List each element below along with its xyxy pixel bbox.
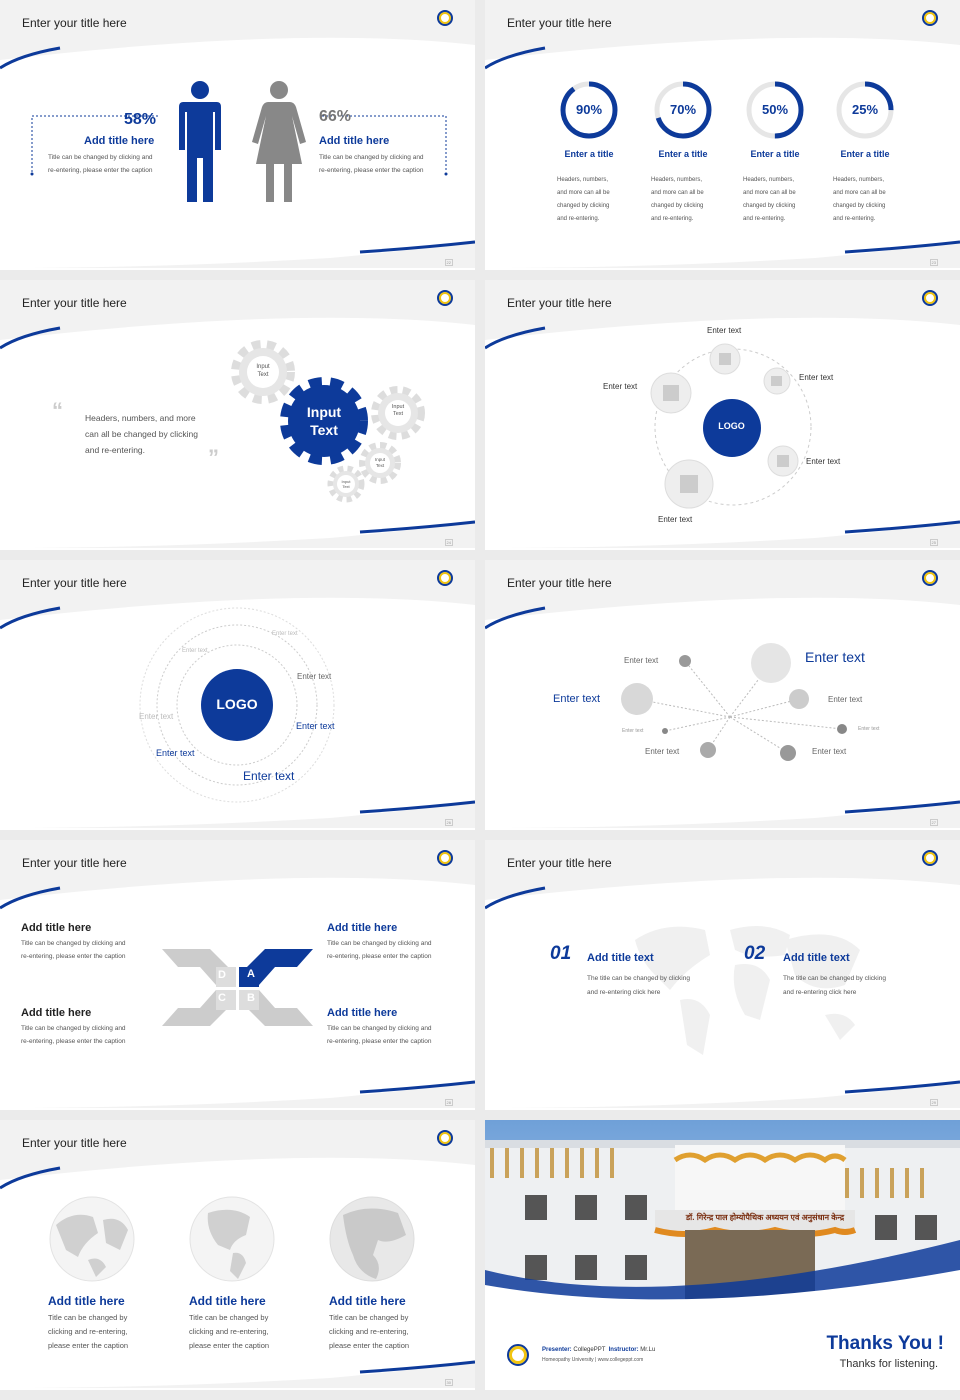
gear-right-label: Input Text (391, 404, 405, 417)
slide-title: Enter your title here (22, 1136, 127, 1150)
slide-30[interactable] (0, 1120, 475, 1390)
progress-desc-4: and re-entering. (651, 216, 694, 222)
presenter-line: Presenter: CollegePPT Instructor: Mr.Lu (542, 1347, 656, 1353)
male-percent: 58% (124, 111, 157, 128)
progress-desc-4: and re-entering. (833, 216, 876, 222)
globe-europe-icon (328, 1195, 416, 1283)
progress-desc-2: and more can all be (833, 190, 886, 196)
slide-29[interactable] (485, 840, 960, 1110)
page-number: 29 (931, 1100, 936, 1105)
item-1-title: Add title text (587, 952, 654, 964)
gear-big-label: Input Text (306, 404, 342, 438)
male-figure-icon (175, 80, 225, 205)
label-big: Enter text (805, 649, 865, 665)
label-bottom: Enter text (658, 515, 693, 524)
open-quote-icon: “ (52, 398, 63, 423)
item-2-number: 02 (744, 943, 766, 964)
right-title: Add title here (319, 135, 390, 147)
node-top-icon (710, 344, 740, 374)
university-seal-icon (922, 850, 938, 866)
globe-item-2: Add title here Title can be changed by clicking and re-entering, please enter the caption (189, 1294, 270, 1350)
label-r1: Enter text (828, 695, 863, 704)
label-rightlow: Enter text (806, 457, 841, 466)
gear-top-label: Input Text (256, 364, 270, 378)
block-bottom-left: Add title here Title can be changed by clicking and re-entering, please enter the caption (21, 1007, 126, 1045)
left-title: Add title here (84, 135, 155, 147)
letter-a: A (247, 968, 255, 980)
university-seal-icon (507, 1344, 529, 1366)
label-br: Enter text (812, 747, 847, 756)
quote-line-1: Headers, numbers, and more (85, 413, 196, 423)
right-caption-2: re-entering, please enter the caption (319, 167, 424, 174)
label-e: Enter text (296, 721, 335, 731)
progress-title: Enter a title (658, 149, 708, 159)
slide-31-thanks[interactable] (485, 1120, 960, 1390)
globe-americas-icon (188, 1195, 276, 1283)
university-seal-icon (437, 290, 453, 306)
progress-percent: 70% (669, 102, 697, 117)
slide-title: Enter your title here (507, 576, 612, 590)
gear-mid-label: Input Text (374, 457, 385, 468)
label-c: Enter text (297, 672, 332, 681)
label-g: Enter text (243, 769, 295, 783)
page-number: 22 (446, 260, 451, 265)
slide-title: Enter your title here (22, 576, 127, 590)
slide-title: Enter your title here (22, 856, 127, 870)
page-number: 24 (446, 540, 451, 545)
label-a: Enter text (272, 631, 298, 637)
globe-item-3: Add title here Title can be changed by clicking and re-entering, please enter the caption (329, 1294, 410, 1350)
page-number: 25 (931, 540, 936, 545)
logo-text: LOGO (718, 421, 745, 431)
item-1-desc: The title can be changed by clicking and re-entering click here (587, 975, 690, 996)
left-caption-2: re-entering, please enter the caption (48, 167, 153, 174)
slide-22[interactable] (0, 0, 475, 270)
globe-item-1: Add title here Title can be changed by clicking and re-entering, please enter the caption (48, 1294, 129, 1350)
label-top: Enter text (707, 326, 742, 335)
bubble-r2 (837, 724, 847, 734)
block-bottom-right: Add title here Title can be changed by clicking and re-entering, please enter the caption (327, 1007, 432, 1045)
label-sl: Enter text (622, 728, 644, 734)
progress-desc-1: Headers, numbers, (651, 177, 703, 183)
bubble-r1 (789, 689, 809, 709)
female-percent: 66% (319, 108, 352, 125)
page-number: 28 (446, 1100, 451, 1105)
progress-title: Enter a title (750, 149, 800, 159)
progress-desc-3: changed by clicking (557, 203, 610, 209)
label-b: Enter text (182, 648, 208, 654)
node-rightlow-icon (768, 446, 798, 476)
progress-desc-2: and more can all be (743, 190, 796, 196)
university-seal-icon (437, 1130, 453, 1146)
page-number: 23 (931, 260, 936, 265)
quote-line-3: and re-entering. (85, 445, 146, 455)
progress-percent: 25% (851, 102, 879, 117)
label-left: Enter text (603, 382, 638, 391)
progress-desc-3: changed by clicking (743, 203, 796, 209)
quote-text (85, 410, 198, 458)
abcd-x-diagram (160, 945, 315, 1030)
letter-d: D (218, 969, 226, 981)
slide-23[interactable] (485, 0, 960, 270)
slide-title: Enter your title here (22, 296, 127, 310)
progress-desc-3: changed by clicking (651, 203, 704, 209)
progress-desc-2: and more can all be (557, 190, 610, 196)
university-seal-icon (922, 570, 938, 586)
progress-desc-4: and re-entering. (743, 216, 786, 222)
label-right: Enter text (799, 373, 834, 382)
progress-percent: 90% (575, 102, 603, 117)
bubble-tl (679, 655, 691, 667)
logo-text: LOGO (216, 696, 258, 712)
slide-26[interactable] (0, 560, 475, 830)
thanks-heading: Thanks You ! (826, 1333, 944, 1354)
left-caption-1: Title can be changed by clicking and (48, 154, 153, 161)
female-figure-icon (250, 80, 308, 205)
item-2-desc: The title can be changed by clicking and re-entering click here (783, 975, 886, 996)
slide-title: Enter your title here (507, 856, 612, 870)
bubble-sl (662, 728, 668, 734)
slide-title: Enter your title here (507, 16, 612, 30)
progress-desc-1: Headers, numbers, (743, 177, 795, 183)
university-seal-icon (437, 570, 453, 586)
globe-world-icon (48, 1195, 136, 1283)
university-seal-icon (437, 850, 453, 866)
node-left-icon (651, 373, 691, 413)
node-right-icon (764, 368, 790, 394)
item-2-title: Add title text (783, 952, 850, 964)
block-top-left: Add title here Title can be changed by clicking and re-entering, please enter the caption (21, 922, 126, 960)
progress-desc-4: and re-entering. (557, 216, 600, 222)
progress-desc-1: Headers, numbers, (557, 177, 609, 183)
label-bl: Enter text (645, 747, 680, 756)
block-top-right: Add title here Title can be changed by clicking and re-entering, please enter the caption (327, 922, 432, 960)
thanks-subtitle: Thanks for listening. (839, 1358, 938, 1370)
quote-line-2: can all be changed by clicking (85, 429, 198, 439)
university-line: Homeopathy University | www.collegeppt.com (542, 1357, 644, 1363)
progress-title: Enter a title (564, 149, 614, 159)
letter-b: B (247, 992, 255, 1004)
progress-title: Enter a title (840, 149, 890, 159)
slide-25[interactable] (485, 280, 960, 550)
page-number: 30 (446, 1380, 451, 1385)
node-bottom-icon (665, 460, 713, 508)
university-seal-icon (922, 290, 938, 306)
progress-desc-3: changed by clicking (833, 203, 886, 209)
slide-28[interactable] (0, 840, 475, 1110)
label-tl: Enter text (624, 656, 659, 665)
close-quote-icon: ” (208, 445, 219, 470)
university-seal-icon (437, 10, 453, 26)
gear-small-label: Input Text (341, 479, 351, 489)
label-f: Enter text (156, 748, 195, 758)
slide-27[interactable] (485, 560, 960, 830)
slide-24[interactable] (0, 280, 475, 550)
right-caption-1: Title can be changed by clicking and (319, 154, 424, 161)
bubble-bl (700, 742, 716, 758)
building-banner-text: डॉ. गिरेन्द्र पाल होम्योपैथिक अध्ययन एवं अनुसंधान केन्द्र (685, 1213, 845, 1222)
label-d: Enter text (139, 712, 174, 721)
university-seal-icon (922, 10, 938, 26)
progress-desc-2: and more can all be (651, 190, 704, 196)
progress-desc-1: Headers, numbers, (833, 177, 885, 183)
progress-percent: 50% (761, 102, 789, 117)
letter-c: C (218, 992, 226, 1004)
bubble-br (780, 745, 796, 761)
page-number: 26 (446, 820, 451, 825)
bubble-big (751, 643, 791, 683)
label-r2: Enter text (858, 726, 880, 732)
slide-title: Enter your title here (22, 16, 127, 30)
bubble-left (621, 683, 653, 715)
label-left: Enter text (553, 693, 601, 705)
slide-title: Enter your title here (507, 296, 612, 310)
item-1-number: 01 (550, 943, 572, 964)
page-number: 27 (931, 820, 936, 825)
